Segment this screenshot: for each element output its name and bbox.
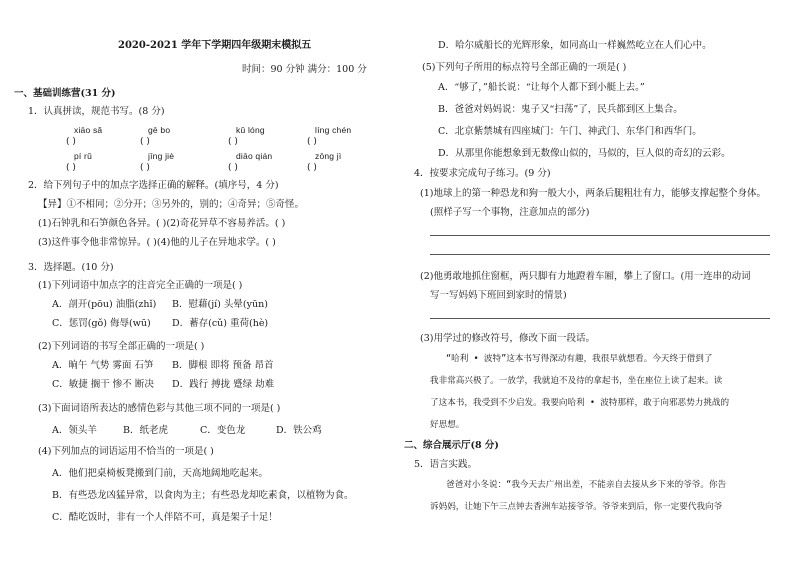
answer-box: ( )	[66, 163, 76, 173]
section-1-heading: 一、基础训练营(31 分)	[14, 88, 116, 99]
essay-line-4: 好思想。	[430, 420, 465, 430]
pinyin-4: líng chén	[315, 125, 352, 135]
q3-5-question: (5)下列句子所用的标点符号全部正确的一项是( )	[422, 62, 627, 73]
q3-1-option-a: A．剖开(pōu) 油脂(zhǐ)	[52, 299, 157, 310]
q3-2-question: (2)下列词语的书写全部正确的一项是( )	[38, 341, 205, 352]
q2-sentences-1: (1)石钟乳和石笋颜色各异。( )(2)奇花异草不容易养活。( )	[38, 218, 286, 229]
answer-box: ( )	[228, 163, 238, 173]
section-2-heading: 二、综合展示厅(8 分)	[404, 440, 499, 451]
q4-2-instruction: 写一写妈妈下班回到家时的情景)	[430, 290, 567, 301]
q3-title: 3．选择题。(10 分)	[28, 262, 114, 273]
answer-line	[430, 318, 770, 319]
q3-1-option-d: D．蓄存(cǔ) 重荷(hè)	[172, 318, 269, 329]
q3-3-option-c: C．变色龙	[200, 425, 246, 436]
q3-1-question: (1)下列词语中加点字的注音完全正确的一项是( )	[38, 280, 243, 291]
q3-2-option-c: C．敏捷 搁干 惨不 断决	[52, 379, 154, 390]
q3-4-question: (4)下列加点的词语运用不恰当的一项是( )	[38, 446, 214, 457]
q5-content-2: 诉妈妈，让她下午三点钟去香洲车站接爷爷。爷爷来到后，你一定要代我向爷	[430, 502, 723, 512]
q2-title: 2．给下列句子中的加点字选择正确的解释。(填序号，4 分)	[28, 180, 279, 191]
q3-4-option-b: B．有些恐龙凶猛异常，以食肉为主；有些恐龙却吃素食，以植物为食。	[52, 490, 354, 501]
essay-line-1: “哈利 • 波特”这本书写得深动有趣，我很早就想看。今天终于借到了	[446, 354, 713, 364]
q3-3-option-d: D．铁公鸡	[276, 425, 322, 436]
q3-3-option-b: B．纸老虎	[123, 425, 168, 436]
pinyin-7: diāo qián	[236, 151, 273, 161]
q3-5-option-d: D．从那里你能想象到无数像山似的，马似的，巨人似的奇幻的云彩。	[438, 148, 731, 159]
answer-box: ( )	[307, 163, 317, 173]
answer-box: ( )	[140, 137, 150, 147]
q5-content-1: 爸爸对小冬说：“我今天去广州出差，不能亲自去接从乡下来的爷爷。你告	[446, 480, 727, 490]
q3-2-option-a: A．晌午 气势 雾面 石笋	[52, 360, 154, 371]
pinyin-3: kǔ lóng	[236, 125, 265, 135]
answer-box: ( )	[228, 137, 238, 147]
pinyin-8: zōng jì	[315, 151, 342, 161]
q4-2-sentence: (2)他勇敢地抓住窗框，两只脚有力地蹬着车厢，攀上了窗口。(用一连串的动词	[420, 271, 751, 282]
q2-sentences-2: (3)这件事令他非常惊异。( )(4)他的儿子在异地求学。( )	[38, 237, 276, 248]
q3-4-option-a: A．他们把桌椅板凳搬到门前，天高地阔地吃起来。	[52, 468, 268, 479]
answer-line	[430, 254, 770, 255]
q4-1-sentence: (1)地球上的第一种恐龙和狗一般大小，两条后腿粗壮有力，能够支撑起整个身体。	[420, 188, 766, 199]
pinyin-1: xiāo sǎ	[74, 125, 103, 135]
q3-3-question: (3)下面词语所表达的感情色彩与其他三项不同的一项是( )	[38, 403, 281, 414]
q3-3-option-a: A．领头羊	[52, 425, 97, 436]
q3-5-option-a: A．“够了，”船长说：“让每个人都下到小艇上去。”	[438, 82, 645, 93]
q3-4-option-d: D．哈尔威船长的光辉形象，如同高山一样巍然屹立在人们心中。	[438, 40, 712, 51]
answer-box: ( )	[307, 137, 317, 147]
q1-title: 1．认真拼读，规范书写。(8 分)	[28, 106, 165, 117]
q3-2-option-b: B．脚根 即将 预备 昂首	[172, 360, 274, 371]
essay-line-2: 我非常高兴极了。一放学，我就迫不及待的拿起书，坐在座位上读了起来。读	[430, 376, 723, 386]
pinyin-5: pí rǔ	[74, 151, 93, 161]
q4-3-instruction: (3)用学过的修改符号，修改下面一段话。	[420, 333, 595, 344]
pinyin-2: gē bo	[148, 125, 171, 135]
q3-2-option-d: D．践行 搏拢 蹙绿 劫难	[172, 379, 275, 390]
pinyin-6: jīng jiè	[148, 151, 175, 161]
q4-1-instruction: (照样子写一个事物，注意加点的部分)	[430, 207, 590, 218]
answer-box: ( )	[140, 163, 150, 173]
q5-title: 5．语言实践。	[414, 459, 478, 470]
time-info: 时间：90 分钟 满分：100 分	[242, 64, 367, 75]
answer-line	[430, 235, 770, 236]
q4-title: 4．按要求完成句子练习。(9 分)	[414, 168, 551, 179]
q3-5-option-c: C．北京紫禁城有四座城门：午门、神武门、东华门和西华门。	[438, 126, 702, 137]
q2-options: 【异】①不相同；②分开；③另外的，别的；④奇异；⑤奇怪。	[38, 199, 305, 210]
q3-1-option-b: B．慰藉(jí) 头晕(yūn)	[172, 299, 268, 310]
essay-line-3: 了这本书，我受到不少启发。我要向哈利 • 波特那样，敢于向邪恶势力挑战的	[430, 398, 730, 408]
exam-title: 2020-2021 学年下学期四年级期末模拟五	[118, 40, 312, 51]
q3-1-option-c: C．惩罚(gǒ) 侮辱(wū)	[52, 318, 151, 329]
q3-5-option-b: B．爸爸对妈妈说：鬼子又“扫荡”了，民兵都到区上集合。	[438, 104, 683, 115]
q3-4-option-c: C．酷吃饭时，非有一个人伴陪不可，真是架子十足！	[52, 512, 278, 523]
answer-box: ( )	[66, 137, 76, 147]
